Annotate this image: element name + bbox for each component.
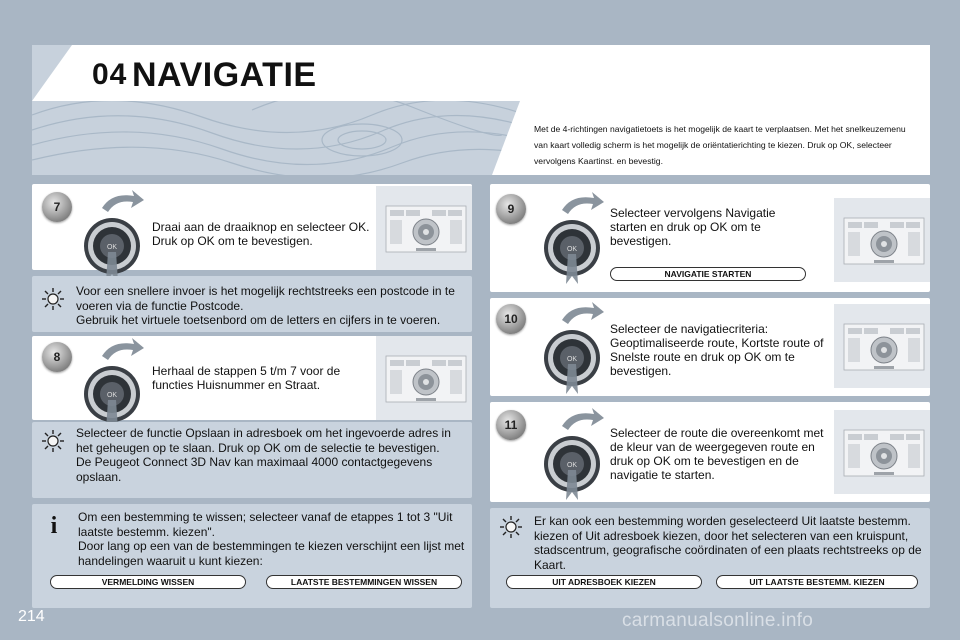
step-7-text: Draai aan de draaiknop en selecteer OK. Druk op OK om te bevestigen. bbox=[152, 220, 370, 248]
choose-from-last-destinations-button[interactable]: UIT LAATSTE BESTEMM. KIEZEN bbox=[716, 575, 918, 589]
tip-delete-destination-text bbox=[78, 510, 468, 568]
step-7-panel bbox=[32, 184, 472, 270]
head-unit-icon bbox=[376, 186, 472, 270]
intro-text: Met de 4-richtingen navigatietoets is het mogelijk de kaart te verplaatsen. Met het snelkeuzemenu van kaart volledig scherm is het mogelijk de oriëntatierichting te kiezen. Druk op OK, selecteer vervolgens Kaartinst. en bevestig. bbox=[534, 124, 906, 166]
rotary-knob-icon bbox=[82, 190, 160, 282]
info-icon: i bbox=[50, 512, 58, 539]
step-number-badge: 9 bbox=[496, 194, 526, 224]
step-8-panel bbox=[32, 336, 472, 420]
rotary-knob-icon bbox=[542, 302, 620, 394]
start-navigation-button[interactable]: NAVIGATIE STARTEN bbox=[610, 267, 806, 281]
head-unit-icon bbox=[834, 304, 930, 388]
tip-postcode-panel bbox=[32, 276, 472, 332]
page-title: NAVIGATIE bbox=[132, 56, 317, 94]
tip-delete-line1: Om een bestemming te wissen; selecteer vanaf de etappes 1 tot 3 "Uit laatste bestemm. kiezen". bbox=[78, 510, 453, 539]
light-bulb-icon bbox=[40, 428, 66, 454]
tip-select-destination-panel bbox=[490, 508, 930, 608]
step-number-badge: 7 bbox=[42, 192, 72, 222]
delete-entry-button[interactable]: VERMELDING WISSEN bbox=[50, 575, 246, 589]
delete-last-destinations-button[interactable]: LAATSTE BESTEMMINGEN WISSEN bbox=[266, 575, 462, 589]
tip-addressbook-line2: De Peugeot Connect 3D Nav kan maximaal 4000 contactgegevens opslaan. bbox=[76, 455, 433, 484]
step-8-text: Herhaal de stappen 5 t/m 7 voor de functies Huisnummer en Straat. bbox=[152, 364, 341, 392]
watermark: carmanualsonline.info bbox=[622, 610, 814, 631]
step-11-text: Selecteer de route die overeenkomt met de kleur van de weergegeven route en druk op OK om te bevestigen en de navigatie te starten. bbox=[610, 426, 824, 482]
light-bulb-icon bbox=[498, 514, 524, 540]
rotary-knob-icon bbox=[82, 338, 160, 430]
tip-select-destination-text: Er kan ook een bestemming worden geselecteerd Uit laatste bestemm. kiezen of Uit adresboek kiezen, door het selecteren van een kruispunt, stadscentrum, geografische coördinaten of een plaats rechtstreeks op de Kaart. bbox=[534, 514, 922, 572]
tip-postcode-text bbox=[76, 284, 468, 328]
step-10-panel bbox=[490, 298, 930, 396]
rotary-knob-icon bbox=[542, 408, 620, 500]
tip-addressbook-text bbox=[76, 426, 468, 484]
head-unit-icon bbox=[376, 336, 472, 420]
chapter-number: 04 bbox=[92, 58, 128, 91]
page-number: 214 bbox=[18, 608, 45, 625]
step-number-badge: 11 bbox=[496, 410, 526, 440]
step-11-panel bbox=[490, 402, 930, 502]
step-number-badge: 10 bbox=[496, 304, 526, 334]
tip-postcode-line2: Gebruik het virtuele toetsenbord om de letters en cijfers in te voeren. bbox=[76, 313, 441, 327]
tip-delete-line2: Door lang op een van de bestemmingen te kiezen verschijnt een lijst met handelingen waaruit u kunt kiezen: bbox=[78, 539, 465, 568]
step-10-text: Selecteer de navigatiecriteria: Geoptimaliseerde route, Kortste route of Snelste route en druk op OK om te bevestigen. bbox=[610, 322, 824, 378]
rotary-knob-icon bbox=[542, 192, 620, 284]
head-unit-icon bbox=[834, 410, 930, 494]
choose-from-addressbook-button[interactable]: UIT ADRESBOEK KIEZEN bbox=[506, 575, 702, 589]
tip-delete-destination-panel bbox=[32, 504, 472, 608]
tip-addressbook-panel bbox=[32, 422, 472, 498]
light-bulb-icon bbox=[40, 286, 66, 312]
step-number-badge: 8 bbox=[42, 342, 72, 372]
step-9-text: Selecteer vervolgens Navigatie starten en druk op OK om te bevestigen. bbox=[610, 206, 776, 248]
head-unit-icon bbox=[834, 198, 930, 282]
step-9-panel bbox=[490, 184, 930, 292]
tip-addressbook-line1: Selecteer de functie Opslaan in adresboek om het ingevoerde adres in het geheugen op te slaan. Druk op OK om de selectie te bevestigen. bbox=[76, 426, 451, 455]
tip-postcode-line1: Voor een snellere invoer is het mogelijk rechtstreeks een postcode in te voeren via de functie Postcode. bbox=[76, 284, 455, 313]
